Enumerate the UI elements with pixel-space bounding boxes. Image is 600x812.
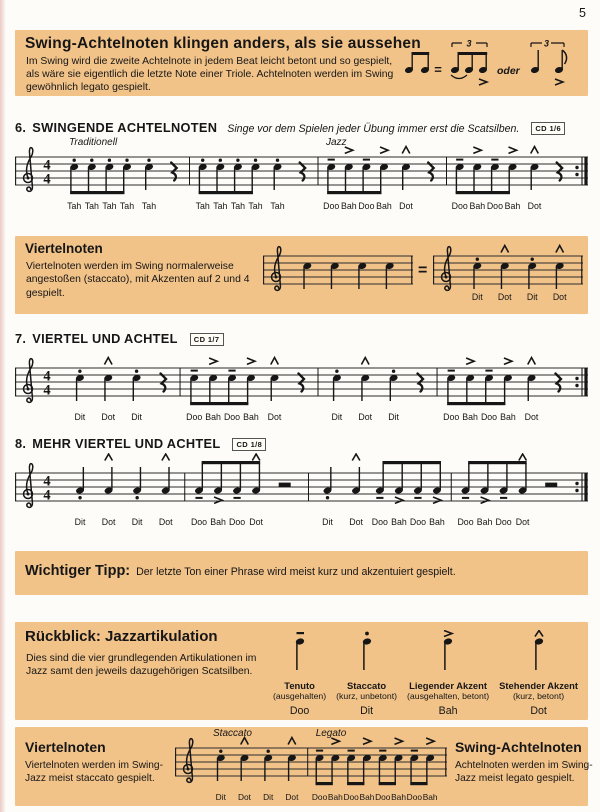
summary-line: Jazz meist staccato gespielt. (25, 773, 155, 784)
svg-text:Tah: Tah (213, 201, 228, 211)
svg-text:3: 3 (466, 38, 472, 49)
articulation-list (273, 630, 578, 717)
svg-text:Tah: Tah (102, 201, 117, 211)
svg-text:Dot: Dot (349, 517, 363, 527)
summary-line: Jazz meist legato gespielt. (455, 773, 575, 784)
svg-text:Dot: Dot (101, 517, 116, 527)
svg-text:Tah: Tah (270, 201, 285, 211)
exercise-7-heading (15, 331, 224, 347)
tenuto-note-icon (291, 630, 309, 679)
panel-title: Viertelnoten (25, 241, 103, 256)
svg-text:Bah: Bah (243, 412, 259, 422)
svg-text:Bah: Bah (391, 517, 407, 527)
svg-text:Doo: Doo (375, 792, 391, 802)
svg-text:Dit: Dit (263, 792, 274, 802)
svg-text:Doo: Doo (190, 517, 208, 527)
summary-staff (175, 728, 447, 811)
cd-track-badge: CD 1/6 (531, 122, 565, 135)
articulation-item (273, 630, 326, 717)
svg-text:Doo: Doo (406, 792, 423, 802)
articulation-syllable: Dot (530, 705, 547, 717)
intro-panel (15, 30, 588, 96)
intro-body-line2: als wäre sie eigentlich die letzte Note einer Triole. Achtelnoten werden im Swing (26, 69, 394, 80)
exercise-8-staff (15, 453, 588, 536)
svg-text:Bah: Bah (429, 517, 445, 527)
summary-line: Achtelnoten werden im Swing- (455, 760, 593, 771)
svg-text:Bah: Bah (376, 201, 392, 211)
svg-text:Dit: Dit (131, 517, 143, 527)
summary-line: Viertelnoten werden im Swing- (25, 760, 163, 771)
quarter-note-panel (15, 236, 588, 314)
page-number: 5 (579, 6, 586, 20)
exercise-8-heading (15, 436, 266, 452)
svg-text:Dot: Dot (515, 517, 530, 527)
svg-text:Dit: Dit (331, 412, 343, 422)
svg-text:Doo: Doo (223, 412, 241, 422)
svg-text:4: 4 (43, 382, 51, 399)
svg-text:oder: oder (497, 65, 520, 77)
staccato-note-icon (358, 630, 376, 679)
svg-text:Dot: Dot (158, 517, 173, 527)
articulation-desc: (ausgehalten, betont) (407, 691, 490, 701)
svg-text:Bah: Bah (359, 792, 375, 802)
svg-text:Staccato: Staccato (213, 728, 252, 739)
review-panel (15, 622, 588, 720)
articulation-name: Stehender Akzent (499, 680, 578, 691)
articulation-item (336, 630, 397, 717)
svg-text:Tah: Tah (141, 201, 157, 211)
svg-text:Bah: Bah (340, 201, 357, 211)
svg-text:Tah: Tah (119, 201, 135, 211)
equals-sign: = (418, 262, 428, 279)
svg-text:Dot: Dot (285, 792, 299, 802)
cd-track-badge: CD 1/8 (232, 438, 266, 451)
svg-text:Doo: Doo (371, 517, 388, 527)
svg-text:Dot: Dot (527, 201, 542, 211)
plain-quarters-staff (263, 244, 413, 311)
svg-text:Bah: Bah (205, 412, 221, 422)
svg-text:Dit: Dit (322, 517, 333, 527)
svg-text:4: 4 (43, 368, 51, 385)
svg-text:=: = (434, 62, 442, 77)
svg-text:4: 4 (43, 157, 51, 174)
cd-track-badge: CD 1/7 (190, 333, 224, 346)
exercise-number: 8. (15, 436, 27, 451)
exercise-6-heading (15, 120, 565, 136)
svg-text:Tah: Tah (84, 201, 99, 211)
svg-text:Tah: Tah (248, 201, 263, 211)
panel-body: Viertelnoten werden im Swing normalerweise angestoßen (staccato), mit Akzenten auf 2 und 4 gespielt. (26, 261, 250, 299)
svg-text:Dit: Dit (74, 412, 86, 422)
svg-text:Doo: Doo (343, 792, 359, 802)
exercise-instruction: Singe vor dem Spielen jeder Übung immer erst die Scatsilben. (227, 123, 520, 135)
svg-text:Bah: Bah (500, 412, 516, 422)
svg-text:Bah: Bah (469, 201, 486, 211)
summary-title: Viertelnoten (25, 739, 106, 755)
svg-text:Dit: Dit (526, 292, 538, 302)
svg-text:Doo: Doo (323, 201, 340, 211)
svg-text:Dot: Dot (497, 292, 512, 302)
svg-text:Dit: Dit (388, 412, 399, 422)
svg-text:4: 4 (43, 171, 51, 188)
svg-text:Doo: Doo (457, 517, 474, 527)
quarter-summary (25, 739, 173, 785)
svg-text:4: 4 (43, 473, 51, 490)
articulation-syllable: Doo (289, 705, 310, 717)
svg-text:Dot: Dot (237, 792, 252, 802)
articulation-desc: (kurz, betont) (512, 691, 565, 701)
articulation-item (407, 630, 489, 717)
svg-text:Dot: Dot (524, 412, 539, 422)
articulation-syllable: Bah (438, 705, 458, 717)
accent-note-icon (439, 630, 457, 679)
svg-text:Doo: Doo (486, 201, 503, 211)
svg-text:Bah: Bah (327, 792, 343, 802)
svg-text:Bah: Bah (391, 792, 407, 802)
tip-label: Wichtiger Tipp: (25, 563, 131, 579)
exercise-title: VIERTEL UND ACHTEL (32, 331, 178, 346)
swing-eighths-summary (455, 739, 600, 785)
articulation-name: Staccato (347, 680, 387, 691)
articulation-desc: (kurz, unbetont) (336, 691, 397, 701)
svg-text:3: 3 (543, 38, 550, 49)
svg-text:Traditionell: Traditionell (69, 137, 118, 148)
svg-text:Dit: Dit (215, 792, 226, 802)
svg-text:Doo: Doo (311, 792, 328, 802)
svg-text:Dit: Dit (471, 292, 483, 302)
svg-text:Dot: Dot (267, 412, 282, 422)
svg-text:Bah: Bah (476, 517, 493, 527)
svg-text:Bah: Bah (462, 412, 478, 422)
review-body: Dies sind die vier grundlegenden Artikulationen im Jazz samt den jeweils dazugehörigen Scatsilben. (26, 653, 257, 678)
exercise-6-staff (15, 137, 588, 220)
svg-text:Dit: Dit (131, 412, 142, 422)
scan-edge-artifact (0, 0, 6, 812)
svg-text:Legato: Legato (315, 728, 347, 739)
svg-text:Dot: Dot (358, 412, 373, 422)
summary-panel (15, 727, 593, 806)
exercise-number: 6. (15, 120, 27, 135)
svg-text:Doo: Doo (451, 201, 468, 211)
marcato-note-icon (530, 630, 548, 679)
exercise-title: MEHR VIERTEL UND ACHTEL (32, 436, 221, 451)
articulation-name: Liegender Akzent (409, 680, 487, 691)
review-title: Rückblick: Jazzartikulation (25, 628, 218, 645)
svg-text:Doo: Doo (480, 412, 498, 422)
scat-quarters-staff (433, 244, 583, 311)
tip-panel (15, 551, 588, 595)
exercise-7-staff (15, 348, 588, 431)
swing-equation-notation (401, 38, 586, 97)
svg-text:Dot: Dot (399, 201, 413, 211)
summary-title: Swing-Achtelnoten (455, 739, 582, 755)
svg-text:Tah: Tah (195, 201, 210, 211)
svg-text:Dot: Dot (101, 412, 116, 422)
svg-text:Tah: Tah (67, 201, 82, 211)
tip-text: Der letzte Ton einer Phrase wird meist kurz und akzentuiert gespielt. (136, 566, 456, 578)
articulation-desc: (ausgehalten) (273, 691, 327, 701)
intro-body-line1: Im Swing wird die zweite Achtelnote in jedem Beat leicht betont und so gespielt, (26, 56, 393, 67)
intro-title: Swing-Achtelnoten klingen anders, als sie aussehen (25, 35, 421, 52)
articulation-syllable: Dit (360, 705, 374, 717)
svg-text:Doo: Doo (409, 517, 427, 527)
svg-text:Jazz: Jazz (326, 137, 347, 148)
exercise-title: SWINGENDE ACHTELNOTEN (32, 120, 218, 135)
svg-text:Dot: Dot (249, 517, 263, 527)
svg-text:Doo: Doo (229, 517, 246, 527)
svg-text:Doo: Doo (358, 201, 375, 211)
svg-text:4: 4 (43, 487, 51, 504)
svg-text:Bah: Bah (210, 517, 226, 527)
svg-text:Doo: Doo (495, 517, 512, 527)
svg-text:Bah: Bah (422, 792, 438, 802)
articulation-item (499, 630, 578, 717)
svg-text:Doo: Doo (443, 412, 460, 422)
svg-text:Tah: Tah (230, 201, 246, 211)
svg-text:Doo: Doo (186, 412, 203, 422)
svg-text:Dit: Dit (74, 517, 86, 527)
intro-body-line3: gewöhnlich legato gespielt. (26, 82, 151, 93)
exercise-number: 7. (15, 331, 27, 346)
svg-text:Bah: Bah (504, 201, 521, 211)
svg-text:Dot: Dot (552, 292, 567, 302)
articulation-name: Tenuto (284, 680, 315, 691)
